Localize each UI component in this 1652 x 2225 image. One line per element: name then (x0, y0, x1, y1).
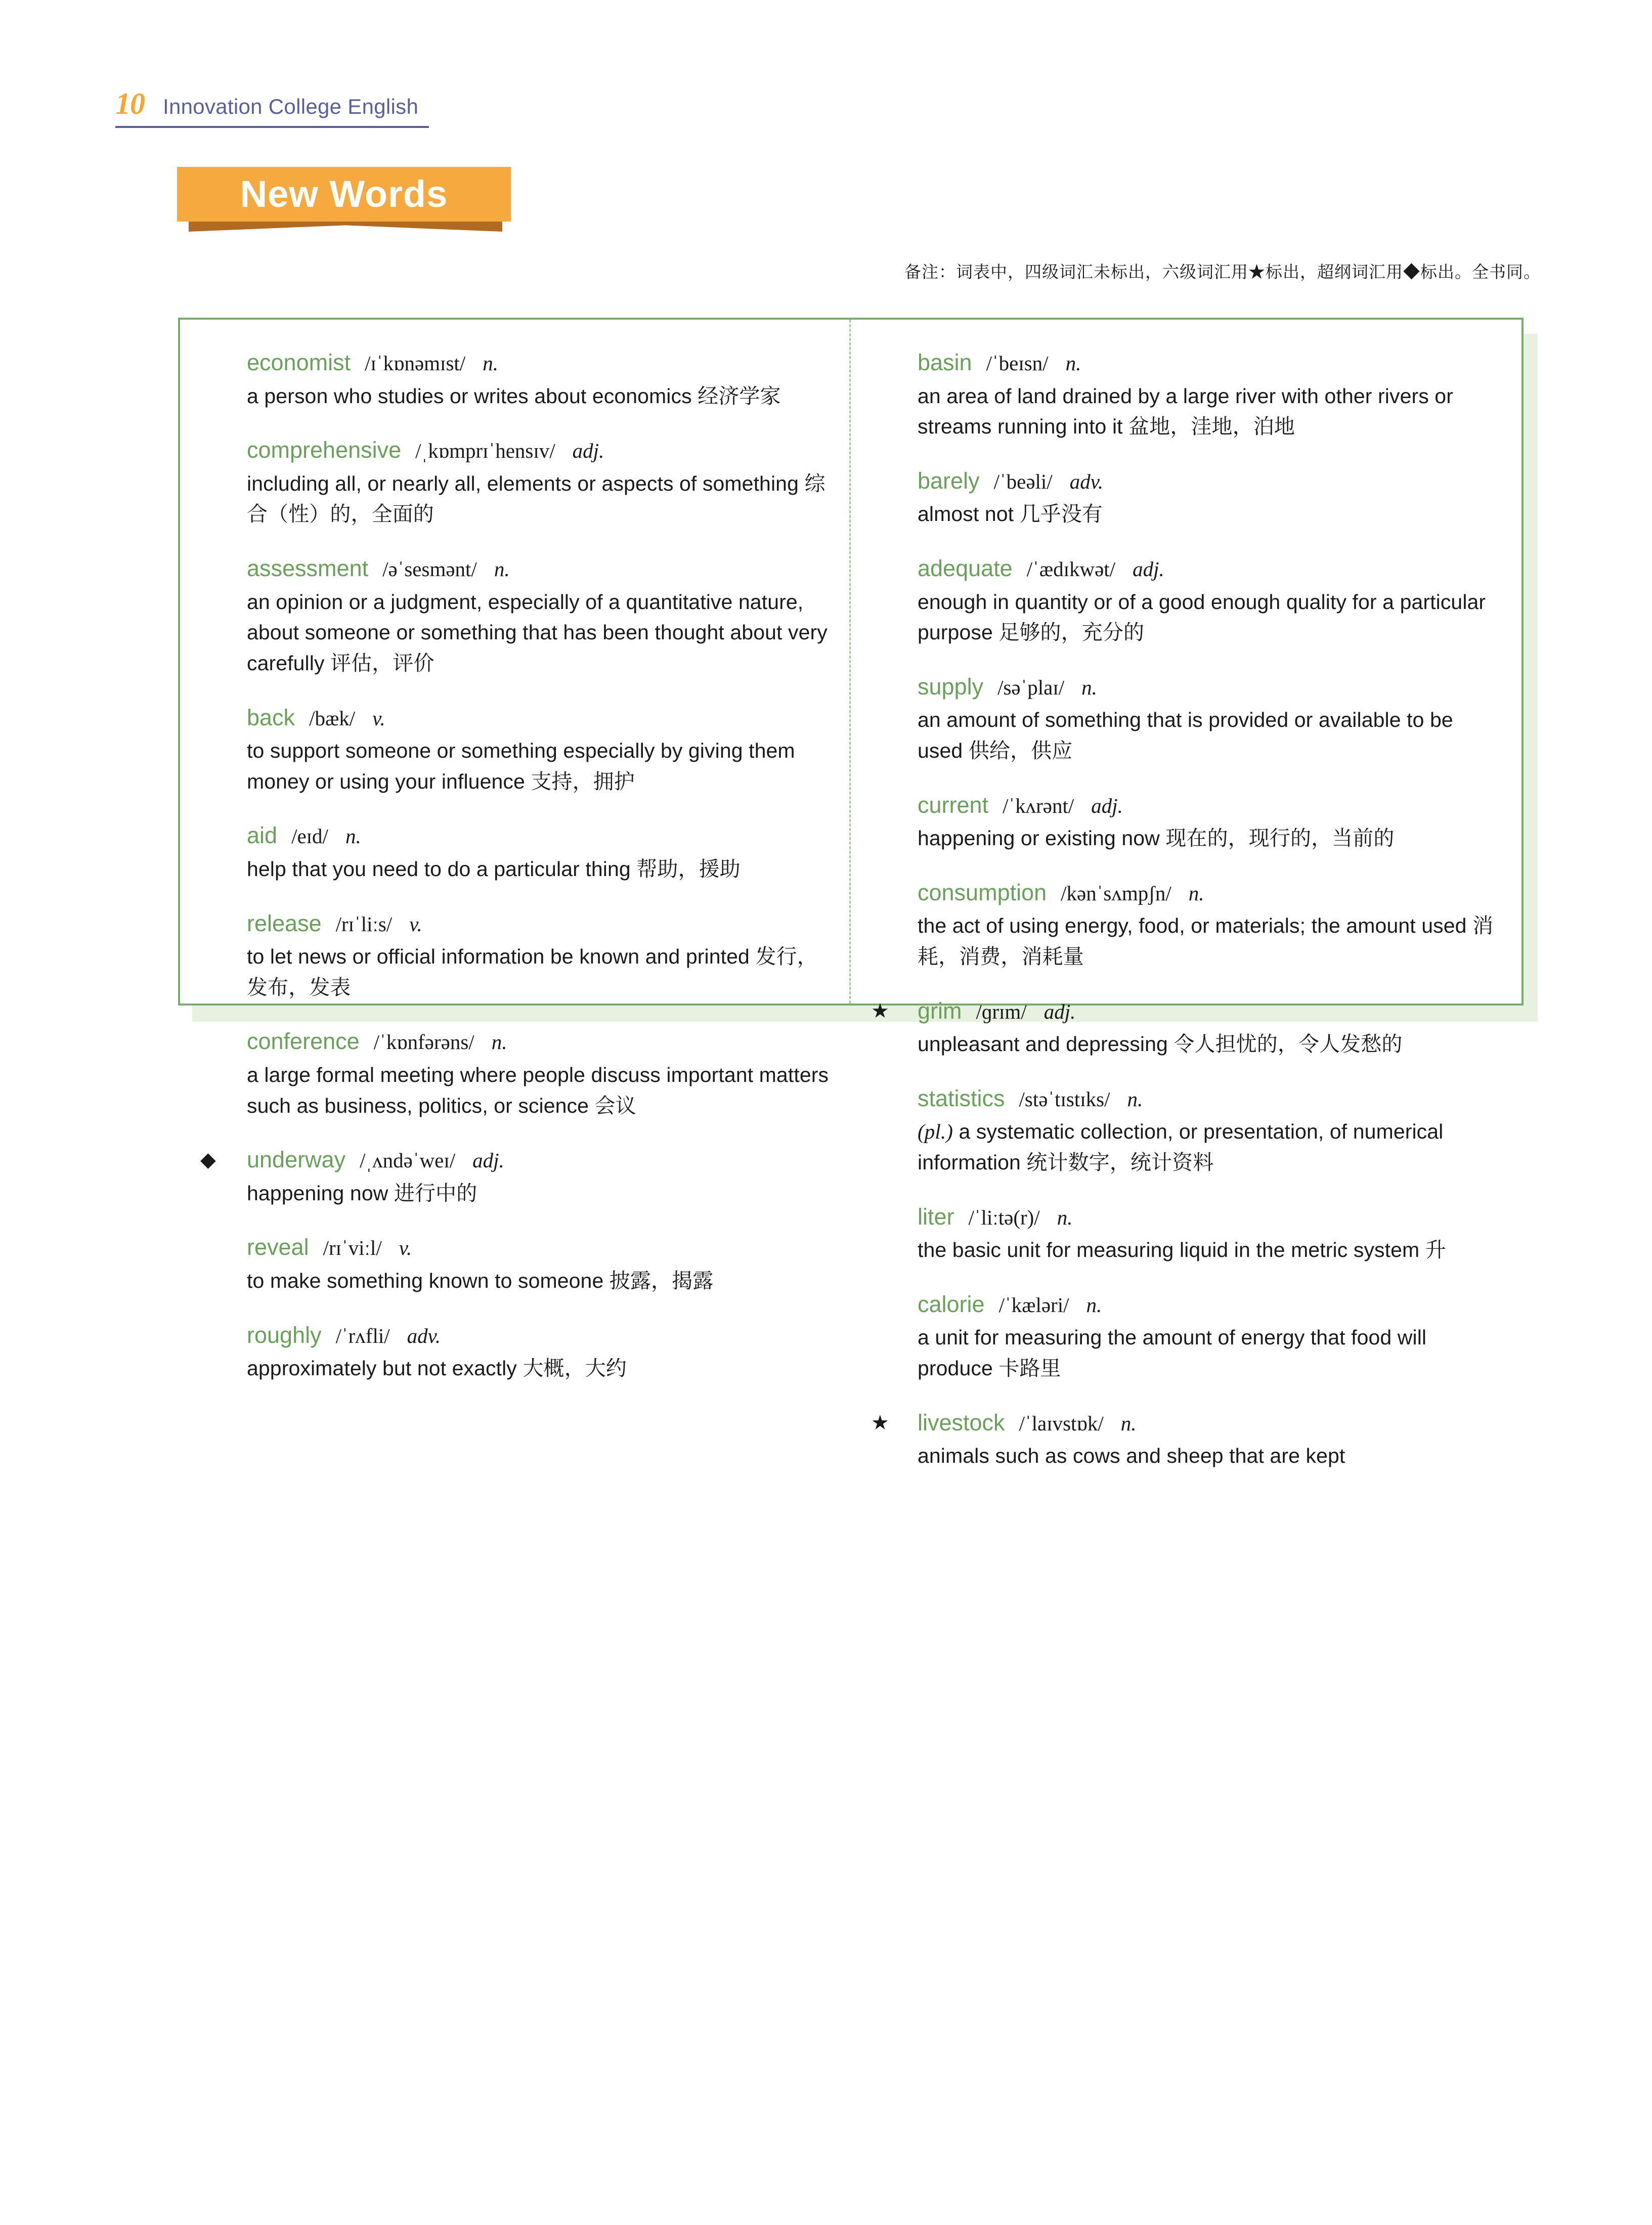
entry-headline (247, 1321, 829, 1350)
headword: assessment (247, 555, 369, 582)
definition: the act of using energy, food, or materials; the amount used 消耗，消费，消耗量 (918, 914, 1494, 969)
headword: consumption (918, 879, 1047, 905)
word-entry (871, 1202, 1501, 1266)
headword: calorie (918, 1291, 985, 1317)
word-entry (871, 1290, 1501, 1384)
entry-headline (247, 1145, 829, 1175)
definition: to support someone or something especially by giving them money or using your influence 支持，拥护 (247, 739, 795, 793)
definition: an amount of something that is provided or available to be used 供给，供应 (918, 708, 1453, 763)
headword: basin (918, 350, 972, 375)
phonetic-transcription: /ˈkʌrənt/ (1003, 794, 1074, 817)
headword: underway (247, 1147, 346, 1173)
part-of-speech: n. (1120, 1411, 1137, 1435)
section-banner (177, 167, 531, 238)
word-entry (200, 1233, 829, 1296)
entry-headline (918, 996, 1501, 1026)
word-entry (871, 878, 1501, 972)
part-of-speech: n. (1188, 881, 1204, 905)
legend-note: 备注：词表中，四级词汇未标出，六级词汇用★标出，超纲词汇用◆标出。全书同。 (904, 264, 1541, 282)
headword: adequate (918, 555, 1013, 582)
word-entry (200, 348, 829, 411)
definition-text: a systematic collection, or presentation, of numerical information 统计数字，统计资料 (918, 1120, 1444, 1174)
entry-headline (918, 1408, 1501, 1438)
definition: an opinion or a judgment, especially of a quantitative nature, about someone or something that has been thought about very carefully 评估，评价 (247, 590, 828, 675)
definition: a unit for measuring the amount of energy that food will produce 卡路里 (918, 1326, 1427, 1380)
word-entry (200, 1145, 829, 1208)
definition: approximately but not exactly 大概，大约 (247, 1357, 627, 1380)
entry-headline (247, 1233, 829, 1262)
entry-headline (918, 1084, 1501, 1114)
word-entry (200, 821, 829, 884)
headword: current (918, 792, 989, 818)
headword: barely (918, 467, 980, 494)
entry-headline (918, 672, 1501, 702)
part-of-speech: adj. (572, 439, 604, 463)
part-of-speech: n. (483, 352, 498, 375)
headword: grim (918, 997, 962, 1024)
phonetic-transcription: /ˈrʌfli/ (335, 1324, 390, 1347)
entry-headline (918, 791, 1501, 820)
word-entry (871, 348, 1501, 442)
phonetic-transcription: /ˈlaɪvstɒk/ (1019, 1411, 1104, 1435)
phonetic-transcription: /səˈplaɪ/ (997, 675, 1065, 699)
headword: back (247, 704, 295, 730)
entry-headline (918, 878, 1501, 908)
definition: animals such as cows and sheep that are kept (918, 1444, 1345, 1468)
headword: reveal (247, 1234, 309, 1260)
headword: comprehensive (247, 437, 402, 463)
phonetic-transcription: /rɪˈliːs/ (335, 912, 393, 936)
headword: supply (918, 673, 984, 700)
part-of-speech: adj. (1091, 794, 1123, 817)
headword: economist (247, 350, 351, 375)
word-column-left (180, 320, 851, 1380)
headword: aid (247, 822, 278, 849)
part-of-speech: n. (1127, 1087, 1143, 1111)
definition: enough in quantity or of a good enough quality for a particular purpose 足够的，充分的 (918, 590, 1486, 644)
cet6-star-icon: ★ (871, 999, 889, 1022)
part-of-speech: n. (345, 824, 361, 848)
word-entry (871, 554, 1501, 648)
word-entry (871, 466, 1501, 530)
word-entry (200, 554, 829, 679)
entry-headline (247, 348, 829, 378)
headword: livestock (918, 1409, 1005, 1435)
definition (918, 1116, 1501, 1177)
part-of-speech: n. (1065, 352, 1081, 375)
part-of-speech: n. (491, 1030, 507, 1054)
page-number: 10 (115, 87, 145, 120)
word-entry (200, 1027, 829, 1121)
word-entry (871, 1408, 1501, 1471)
part-of-speech: v. (372, 706, 385, 730)
headword: release (247, 910, 322, 936)
word-list-box (178, 318, 1524, 1468)
phonetic-transcription: /ˈkæləri/ (998, 1293, 1069, 1317)
entry-headline (247, 554, 829, 584)
part-of-speech: n. (494, 557, 510, 581)
phonetic-transcription: /eɪd/ (291, 824, 328, 848)
headword: conference (247, 1028, 360, 1055)
definition: almost not 几乎没有 (918, 502, 1103, 526)
definition: to let news or official information be known and printed 发行，发布，发表 (247, 945, 818, 999)
phonetic-transcription: /ˈkɒnfərəns/ (373, 1030, 474, 1054)
definition: a person who studies or writes about economics 经济学家 (247, 384, 781, 408)
word-entry (200, 1321, 829, 1384)
phonetic-transcription: /əˈsesmənt/ (382, 557, 477, 581)
phonetic-transcription: /stəˈtɪstɪks/ (1019, 1087, 1110, 1111)
entry-headline (247, 1027, 829, 1057)
book-title: Innovation College English (163, 95, 419, 118)
phonetic-transcription: /ˈbeəli/ (993, 469, 1053, 493)
definition: unpleasant and depressing 令人担忧的，令人发愁的 (918, 1032, 1403, 1056)
definition-plural-marker: (pl.) (918, 1120, 953, 1144)
running-head (115, 89, 429, 128)
phonetic-transcription: /ˈbeɪsn/ (986, 352, 1049, 375)
entry-headline (918, 466, 1501, 496)
phonetic-transcription: /ˌʌndəˈweɪ/ (360, 1149, 456, 1172)
part-of-speech: adj. (472, 1149, 504, 1172)
part-of-speech: adv. (407, 1324, 441, 1347)
entry-headline (918, 1202, 1501, 1232)
headword: liter (918, 1203, 954, 1230)
word-entry (871, 996, 1501, 1060)
definition: to make something known to someone 披露，揭露 (247, 1269, 714, 1292)
headword: roughly (247, 1322, 322, 1348)
phonetic-transcription: /rɪˈviːl/ (323, 1236, 382, 1260)
entry-headline (247, 909, 829, 939)
definition: happening or existing now 现在的，现行的，当前的 (918, 826, 1395, 850)
word-entry (200, 703, 829, 797)
part-of-speech: n. (1086, 1293, 1102, 1317)
word-entry (200, 435, 829, 530)
part-of-speech: n. (1081, 675, 1097, 699)
part-of-speech: v. (409, 912, 422, 936)
entry-headline (247, 435, 829, 465)
phonetic-transcription: /bæk/ (309, 706, 356, 730)
beyond-syllabus-diamond-icon: ◆ (200, 1149, 216, 1171)
word-entry (871, 1084, 1501, 1178)
phonetic-transcription: /ˌkɒmprɪˈhensɪv/ (415, 439, 555, 463)
phonetic-transcription: /ˈædɪkwət/ (1026, 557, 1116, 581)
section-title: New Words (240, 173, 448, 215)
definition: happening now 进行中的 (247, 1181, 477, 1205)
phonetic-transcription: /ɪˈkɒnəmɪst/ (365, 352, 466, 375)
definition: an area of land drained by a large river with other rivers or streams running into it 盆地，洼地，泊地 (918, 384, 1453, 439)
phonetic-transcription: /ˈliːtə(r)/ (968, 1205, 1040, 1229)
entry-headline (918, 348, 1501, 378)
part-of-speech: adj. (1133, 557, 1164, 581)
entry-headline (918, 554, 1501, 584)
entry-headline (918, 1290, 1501, 1320)
definition: a large formal meeting where people discuss important matters such as business, politics, or science 会议 (247, 1063, 829, 1117)
banner-box (177, 167, 511, 222)
phonetic-transcription: /ɡrɪm/ (976, 999, 1027, 1023)
part-of-speech: v. (399, 1236, 412, 1260)
definition: including all, or nearly all, elements or aspects of something 综合（性）的，全面的 (247, 471, 825, 526)
word-entry (871, 672, 1501, 766)
part-of-speech: adj. (1044, 999, 1076, 1023)
headword: statistics (918, 1085, 1005, 1111)
phonetic-transcription: /kənˈsʌmpʃn/ (1061, 881, 1171, 905)
entry-headline (247, 821, 829, 851)
word-entry (200, 909, 829, 1003)
word-entry (871, 791, 1501, 854)
definition: the basic unit for measuring liquid in the metric system 升 (918, 1238, 1446, 1262)
part-of-speech: n. (1057, 1205, 1073, 1229)
definition: help that you need to do a particular thing 帮助，援助 (247, 857, 741, 881)
entry-headline (247, 703, 829, 733)
part-of-speech: adv. (1069, 469, 1104, 493)
word-column-right (851, 320, 1521, 1468)
cet6-star-icon: ★ (871, 1411, 889, 1434)
